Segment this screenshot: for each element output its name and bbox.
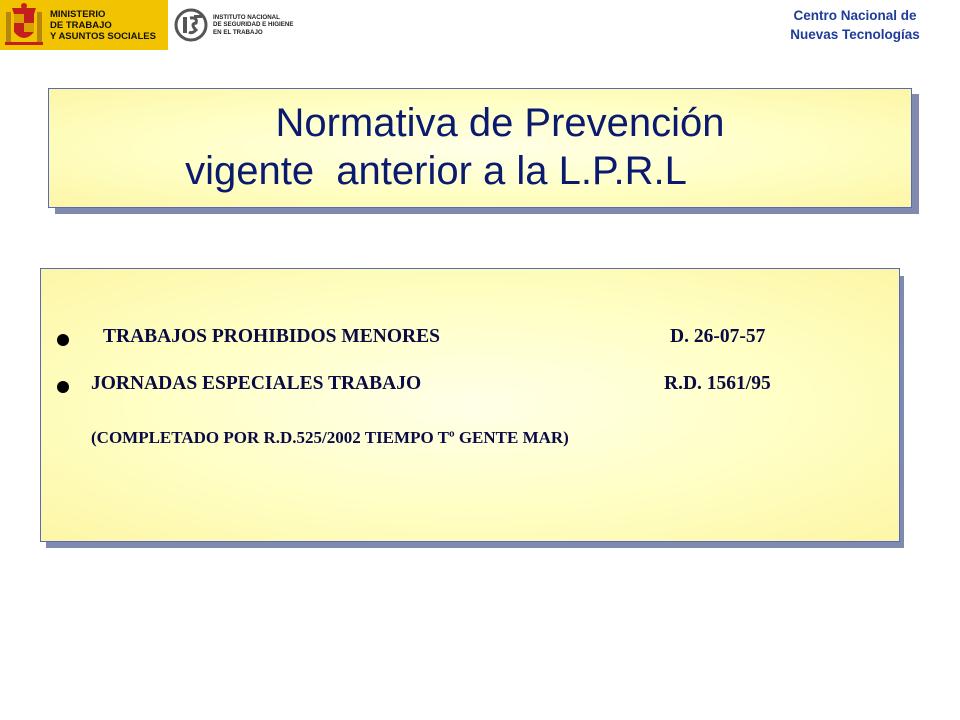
bullet-icon [57,334,69,346]
list-item-text: JORNADAS ESPECIALES TRABAJO [91,373,422,394]
institute-logo [168,0,298,50]
insht-badge-icon [174,8,208,42]
center-name [770,6,940,44]
list-item-text: TRABAJOS PROHIBIDOS MENORES [103,326,440,347]
list-item-reference: R.D. 1561/95 [664,373,771,394]
bullet-icon [57,381,69,393]
title-line2: vigente anterior a la L.P.R.L [185,149,687,193]
content-box [40,268,900,542]
ministry-name: MINISTERIO DE TRABAJO Y ASUNTOS SOCIALES [50,8,156,42]
title-line1: Normativa de Prevención [275,101,725,145]
ministry-logo [0,0,168,50]
coat-of-arms-icon [4,2,44,48]
title-box [48,88,912,208]
center-name-line1: Centro Nacional de [793,8,917,23]
institute-name: INSTITUTO NACIONAL DE SEGURIDAD E HIGIENE EN EL TRABAJO [213,14,294,36]
list-item-reference: D. 26-07-57 [670,326,766,347]
center-name-line2: Nuevas Tecnologías [790,27,920,42]
slide-title [49,99,911,195]
list-note: (COMPLETADO POR R.D.525/2002 TIEMPO Tº GENTE MAR) [91,428,569,447]
